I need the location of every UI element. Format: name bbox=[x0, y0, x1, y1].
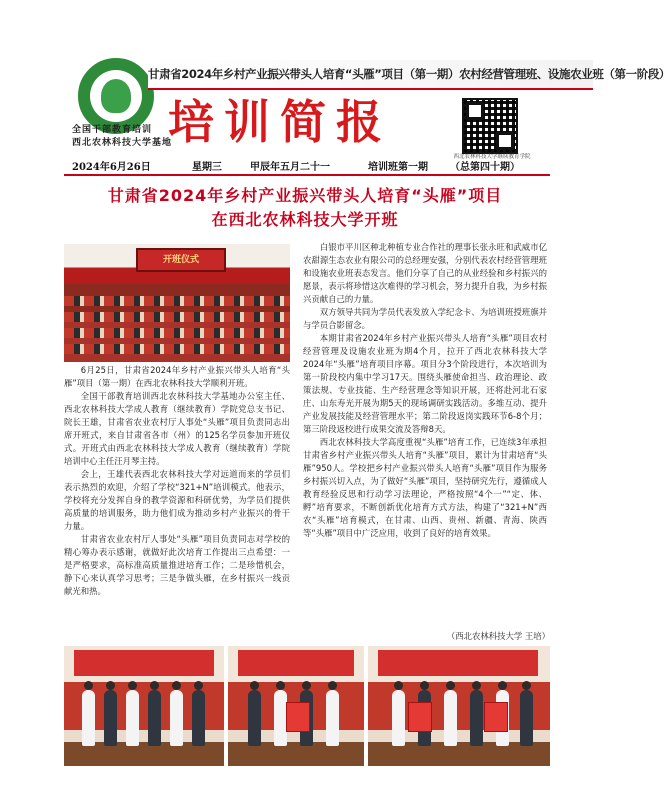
article-left-column bbox=[64, 364, 290, 598]
issue-weekday: 星期三 bbox=[192, 162, 222, 173]
issue-total: （总第四十期） bbox=[450, 162, 520, 173]
opening-ceremony-photo bbox=[64, 244, 290, 362]
header-divider bbox=[64, 174, 550, 176]
article-headline bbox=[55, 184, 555, 232]
article-paragraph: 6月25日，甘肃省2024年乡村产业振兴带头人培育“头雁”项目（第一期）在西北农林科技大学顺利开班。 bbox=[64, 365, 290, 388]
base-name bbox=[72, 124, 172, 150]
article-byline: （西北农林科技大学 王培） bbox=[446, 631, 550, 641]
headline-line1: 甘肃省2024年乡村产业振兴带头人培育“头雁”项目 bbox=[107, 186, 503, 205]
qr-caption: 西北农林科技大学继续教育学院 bbox=[453, 154, 531, 160]
article-paragraph: 西北农林科技大学高度重视“头雁”培育工作，已连续3年承担甘肃省乡村产业振兴带头人培育“头雁”项目，累计为甘肃培育“头雁”950人。学校把乡村产业振兴带头人培育“头雁”项目作为服务乡村振兴切入点，为了做好“头雁”项目，坚持研究先行，遵循成人教育经验反思和行动学习法理论，严格按照“4个一”“定、体、孵”培育要求，不断创新优化培育方式方法，构建了“321+N”西农“头雁”培育模式，在甘肃、山西、贵州、新疆、青海、陕西等“头雁”项目中广泛应用，收到了良好的培育效果。 bbox=[303, 437, 547, 538]
base-name-line2: 西北农林科技大学基地 bbox=[72, 138, 173, 148]
base-name-line1: 全国干部教育培训 bbox=[72, 125, 153, 135]
photo-flag-presentation bbox=[64, 646, 224, 766]
photo-certificate-1 bbox=[228, 646, 364, 766]
banner-title: 甘肃省2024年乡村产业振兴带头人培育“头雁”项目（第一期）农村经营管理班、设施农业班（第一阶段） bbox=[148, 60, 593, 90]
article-paragraph: 会上，王雄代表西北农林科技大学对远道而来的学员们表示热烈的欢迎，介绍了学校“321+N”培训模式。他表示，学校将充分发挥自身的教学资源和科研优势，为学员们提供高质量的培训服务，助力他们成为推动乡村产业振兴的骨干力量。 bbox=[64, 469, 290, 531]
headline-line2: 在西北农林科技大学开班 bbox=[211, 210, 399, 229]
masthead-title: 培训简报 bbox=[168, 95, 392, 149]
issue-info-bar bbox=[64, 158, 550, 174]
article-paragraph: 双方领导共同为学员代表发放入学纪念卡、为培训班授班旗并与学员合影留念。 bbox=[303, 307, 547, 330]
qr-code-icon bbox=[462, 98, 518, 154]
university-logo-icon bbox=[78, 58, 154, 134]
issue-date: 2024年6月26日 bbox=[72, 162, 151, 173]
stage-screen bbox=[136, 248, 226, 272]
article-paragraph: 甘肃省农业农村厅人事处“头雁”项目负责同志对学校的精心筹办表示感谢，就做好此次培育工作提出三点希望：一是严格要求，高标准高质量推进培育工作；二是珍惜机会，静下心来认真学习思考；三是争做头雁，在乡村振兴一线贡献光和热。 bbox=[64, 534, 290, 596]
article-paragraph: 本期甘肃省2024年乡村产业振兴带头人培育“头雁”项目农村经营管理及设施农业班为期4个月，拉开了西北农林科技大学2024年“头雁”培育项目序幕。项目分3个阶段进行，本次培训为第一阶段校内集中学习17天。围绕头雁使命担当、政治理论、政策法规、专业技能、生产经营理念等知识开展，还将赴河北石家庄、山东寿光开展为期5天的现场调研实践活动。多维互动、提升产业发展技能及经营管理水平；第二阶段返岗实践环节6-8个月；第三阶段返校进行成果交流及答辩8天。 bbox=[303, 333, 547, 434]
article-paragraph: 全国干部教育培训西北农林科技大学基地办公室主任、西北农林科技大学成人教育（继续教育）学院党总支书记、院长王雄，甘肃省农业农村厅人事处“头雁”项目负责同志出席开班式，来自甘肃省各市（州）的125名学员参加开班仪式。开班式由西北农林科技大学成人教育（继续教育）学院培训中心主任汪月琴主持。 bbox=[64, 391, 290, 466]
issue-name: 培训班第一期 bbox=[368, 162, 428, 173]
article-right-column bbox=[303, 241, 547, 540]
article-paragraph: 白银市平川区种北种植专业合作社的理事长张永旺和武威市亿农甜源生态农业有限公司的总经理安强，分别代表农村经营管理班和设施农业班表态发言。他们分享了自己的从业经验和乡村振兴的愿景，表示将珍惜这次难得的学习机会，努力提升自我，为乡村振兴贡献自己的力量。 bbox=[303, 242, 547, 304]
issue-lunar-date: 甲辰年五月二十一 bbox=[250, 162, 330, 173]
photo-certificate-2 bbox=[368, 646, 550, 766]
stage-banner-text: 开班仪式 bbox=[162, 255, 199, 265]
